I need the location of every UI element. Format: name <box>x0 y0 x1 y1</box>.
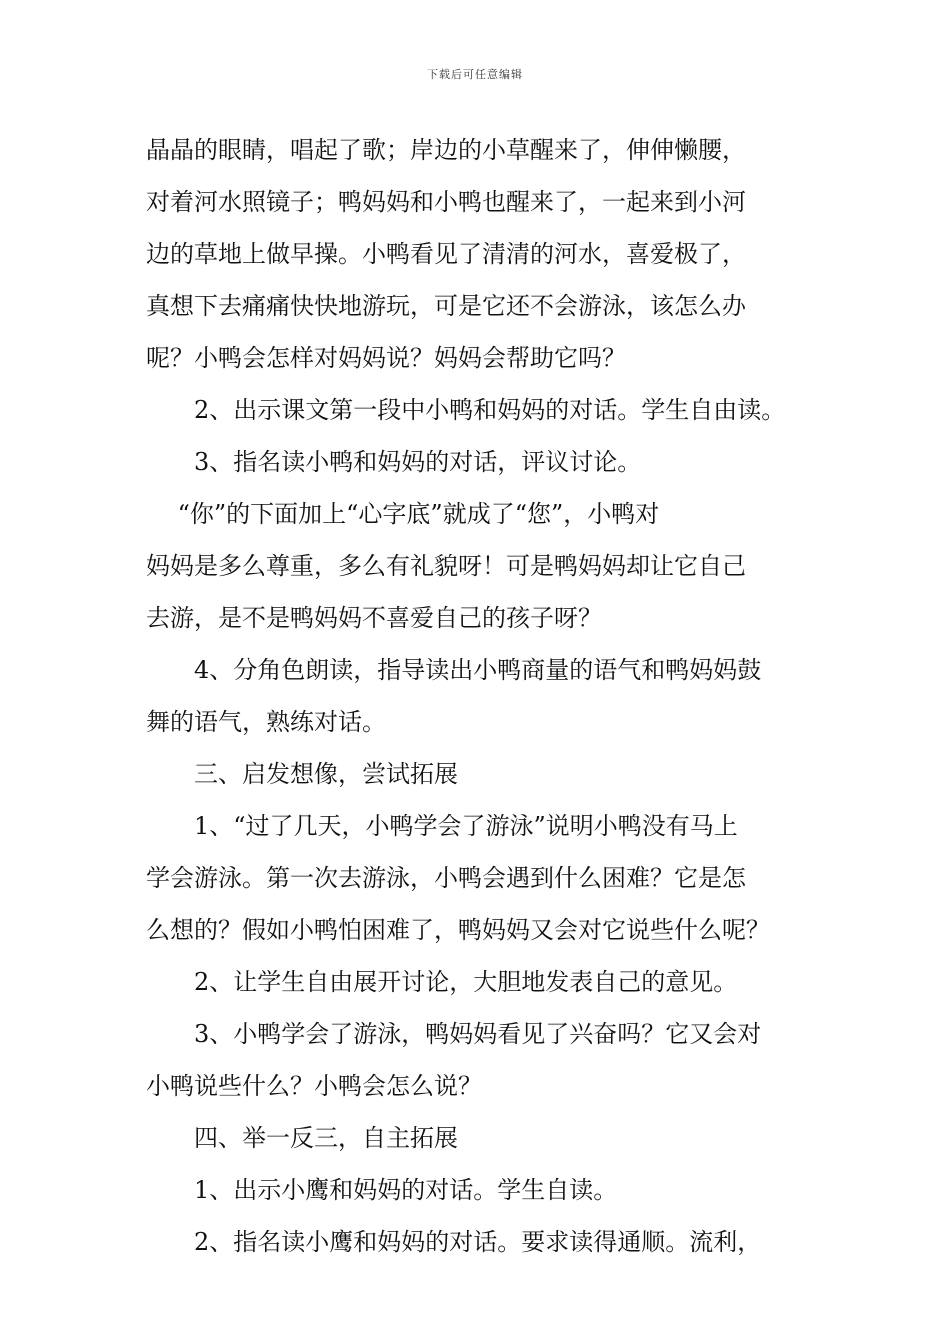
section-heading <box>146 1112 810 1164</box>
paragraph <box>146 1216 810 1268</box>
text-line: 2、指名读小鹰和妈妈的对话。要求读得通顺。流利， <box>146 1228 762 1256</box>
text-line: 么想的？假如小鸭怕困难了，鸭妈妈又会对它说些什么呢？ <box>146 916 770 944</box>
section-heading <box>146 748 810 800</box>
page-header: 下载后可任意编辑 <box>427 68 523 81</box>
text-line: 3、小鸭学会了游泳，鸭妈妈看见了兴奋吗？它又会对 <box>146 1020 762 1048</box>
text-line: “你”的下面加上“心字底”就成了“您”，小鸭对 <box>146 500 660 528</box>
text-line: 四、举一反三，自主拓展 <box>146 1124 458 1152</box>
paragraph <box>146 644 810 748</box>
text-line: 学会游泳。第一次去游泳，小鸭会遇到什么困难？它是怎 <box>146 864 746 892</box>
text-line: 真想下去痛痛快快地游玩，可是它还不会游泳，该怎么办 <box>146 292 746 320</box>
text-line: 4、分角色朗读，指导读出小鸭商量的语气和鸭妈妈鼓 <box>146 656 762 684</box>
text-line: 呢？小鸭会怎样对妈妈说？妈妈会帮助它吗？ <box>146 344 626 372</box>
text-line: 1、“过了几天，小鸭学会了游泳”说明小鸭没有马上 <box>146 812 738 840</box>
text-line: 舞的语气，熟练对话。 <box>146 708 386 736</box>
paragraph <box>146 800 810 956</box>
text-line: 对着河水照镜子；鸭妈妈和小鸭也醒来了，一起来到小河 <box>146 188 746 216</box>
text-line: 小鸭说些什么？小鸭会怎么说？ <box>146 1072 482 1100</box>
paragraph <box>146 1008 810 1112</box>
text-line: 2、让学生自由展开讨论，大胆地发表自己的意见。 <box>146 968 738 996</box>
text-line: 妈妈是多么尊重，多么有礼貌呀！可是鸭妈妈却让它自己 <box>146 552 746 580</box>
document-body <box>146 124 810 1268</box>
paragraph <box>146 124 810 384</box>
paragraph <box>146 384 810 436</box>
text-line: 边的草地上做早操。小鸭看见了清清的河水，喜爱极了， <box>146 240 746 268</box>
paragraph <box>146 488 810 644</box>
paragraph <box>146 436 810 488</box>
paragraph <box>146 1164 810 1216</box>
text-line: 晶晶的眼睛，唱起了歌；岸边的小草醒来了，伸伸懒腰， <box>146 136 746 164</box>
paragraph <box>146 956 810 1008</box>
text-line: 2、出示课文第一段中小鸭和妈妈的对话。学生自由读。 <box>146 396 786 424</box>
text-line: 去游，是不是鸭妈妈不喜爱自己的孩子呀？ <box>146 604 602 632</box>
text-line: 三、启发想像，尝试拓展 <box>146 760 458 788</box>
text-line: 3、指名读小鸭和妈妈的对话，评议讨论。 <box>146 448 642 476</box>
text-line: 1、出示小鹰和妈妈的对话。学生自读。 <box>146 1176 618 1204</box>
